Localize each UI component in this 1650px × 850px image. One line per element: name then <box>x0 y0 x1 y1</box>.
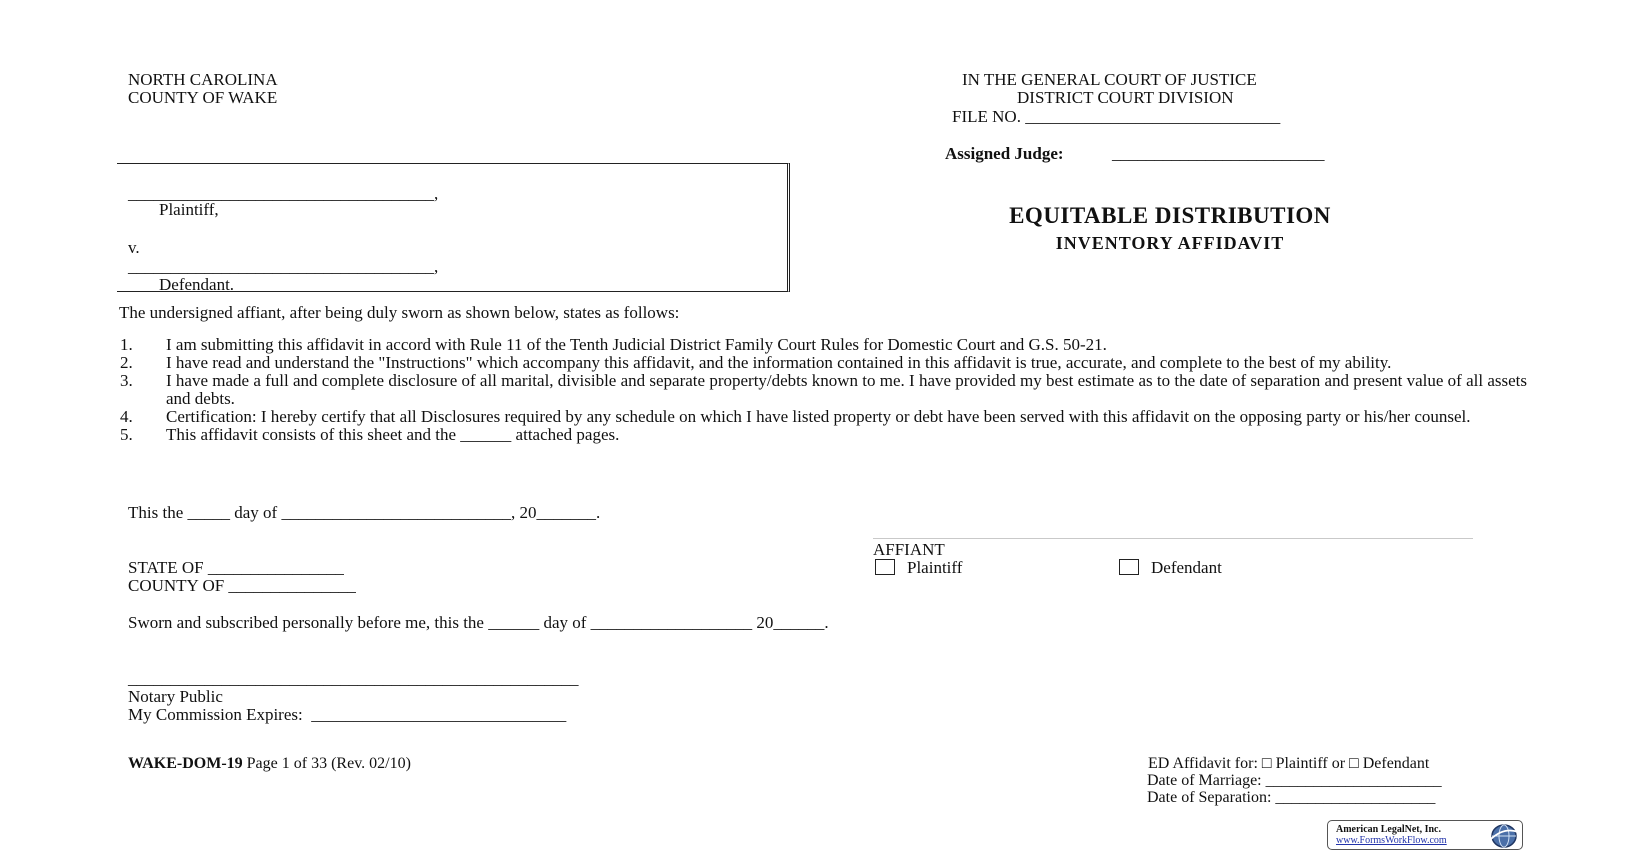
affiant-label: AFFIANT <box>873 540 945 559</box>
intro-statement: The undersigned affiant, after being duly sworn as shown below, states as follows: <box>119 303 680 322</box>
defendant-name-field[interactable]: ____________________________________, <box>128 257 439 276</box>
notary-signature-line[interactable]: _____________________________________________________ <box>128 669 579 688</box>
plaintiff-name-field[interactable]: ____________________________________, <box>128 184 439 203</box>
county-name: COUNTY OF WAKE <box>128 88 278 107</box>
file-number-field[interactable]: FILE NO. ______________________________ <box>952 107 1281 126</box>
statement-item <box>120 354 1540 372</box>
statement-item <box>120 372 1540 408</box>
plaintiff-checkbox-label: Plaintiff <box>907 558 963 577</box>
statement-text: I have made a full and complete disclosure of all marital, divisible and separate property/debts known to me. I have provided my best estimate as to the date of separation and present value of all assets and debts. <box>166 371 1527 408</box>
statement-text: This affidavit consists of this sheet and the ______ attached pages. <box>166 425 620 444</box>
statement-number: 2. <box>120 353 133 372</box>
statement-item <box>120 408 1540 426</box>
court-division: DISTRICT COURT DIVISION <box>1017 88 1234 107</box>
logo-link[interactable]: www.FormsWorkFlow.com <box>1336 835 1447 846</box>
date-of-separation-field[interactable]: Date of Separation: ____________________ <box>1147 789 1436 806</box>
globe-icon <box>1488 823 1520 849</box>
form-id: WAKE-DOM-19 <box>128 755 243 772</box>
form-footer <box>128 755 411 773</box>
statement-text: Certification: I hereby certify that all Disclosures required by any schedule on which I have listed property or debt have been served with this affidavit on the opposing party or his/her counsel. <box>166 407 1471 426</box>
plaintiff-checkbox[interactable] <box>875 559 895 575</box>
defendant-checkbox[interactable] <box>1119 559 1139 575</box>
assigned-judge-field[interactable]: _________________________ <box>1112 144 1325 163</box>
affiant-signature-line[interactable] <box>873 538 1473 539</box>
notary-state-field[interactable]: STATE OF ________________ <box>128 558 344 577</box>
date-of-marriage-field[interactable]: Date of Marriage: ______________________ <box>1147 772 1442 789</box>
affidavit-statements <box>120 336 1540 444</box>
page-info: Page 1 of 33 (Rev. 02/10) <box>242 755 411 772</box>
statement-number: 5. <box>120 425 133 444</box>
statement-item <box>120 336 1540 354</box>
court-name: IN THE GENERAL COURT OF JUSTICE <box>962 70 1257 89</box>
notary-public-label: Notary Public <box>128 687 223 706</box>
statement-item <box>120 426 1540 444</box>
statement-text: I have read and understand the "Instructions" which accompany this affidavit, and the information contained in this affidavit is true, accurate, and complete to the best of my ability. <box>166 353 1392 372</box>
notary-county-field[interactable]: COUNTY OF _______________ <box>128 576 356 595</box>
defendant-checkbox-label: Defendant <box>1151 558 1222 577</box>
statement-text: I am submitting this affidavit in accord with Rule 11 of the Tenth Judicial District Family Court Rules for Domestic Court and G.S. 50-21. <box>166 335 1107 354</box>
ed-affidavit-for[interactable]: ED Affidavit for: □ Plaintiff or □ Defendant <box>1148 755 1430 772</box>
defendant-label: Defendant. <box>159 275 235 294</box>
document-subtitle: INVENTORY AFFIDAVIT <box>1055 233 1285 253</box>
statement-number: 4. <box>120 407 133 426</box>
statement-number: 1. <box>120 335 133 354</box>
versus-label: v. <box>128 238 140 257</box>
date-line-field[interactable]: This the _____ day of ___________________________, 20_______. <box>128 503 601 522</box>
document-title: EQUITABLE DISTRIBUTION <box>1009 203 1331 228</box>
state-name: NORTH CAROLINA <box>128 70 278 89</box>
statement-number: 3. <box>120 371 133 390</box>
sworn-statement-field[interactable]: Sworn and subscribed personally before me, this the ______ day of ___________________ 20______. <box>128 613 829 632</box>
legalnet-logo[interactable] <box>1327 820 1523 850</box>
logo-company-name: American LegalNet, Inc. <box>1336 824 1441 835</box>
assigned-judge-label: Assigned Judge: <box>945 144 1064 163</box>
commission-expires-field[interactable]: My Commission Expires: ______________________________ <box>128 705 567 724</box>
plaintiff-label: Plaintiff, <box>159 200 219 219</box>
